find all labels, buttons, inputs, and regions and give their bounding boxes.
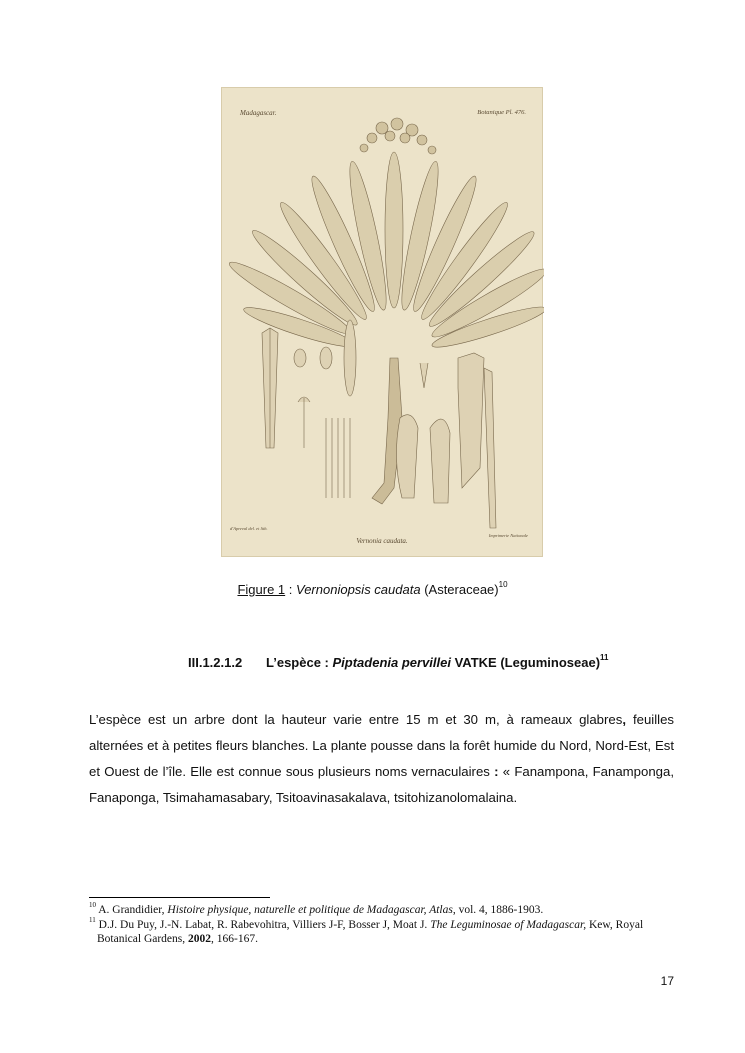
plate-title: Vernonia caudata.	[356, 537, 408, 545]
footnote-title: The Leguminosae of Madagascar,	[430, 919, 587, 931]
section-heading	[188, 652, 609, 670]
paragraph-bold-comma: ,	[622, 712, 626, 727]
footnote-10	[89, 903, 679, 917]
footnote-publisher: Kew, Royal Botanical Gardens,	[97, 919, 644, 945]
plate-artist-credit: d'Apreval del. et lith.	[230, 526, 268, 531]
caption-family: (Asteraceae)	[420, 582, 499, 597]
caption-separator: :	[285, 582, 297, 597]
section-number: III.1.2.1.2	[188, 655, 243, 670]
plate-header-right: Botanique Pl. 476.	[477, 109, 526, 116]
paragraph-text-2: feuilles alternées et à petites fleurs blanches. La plante pousse dans la forêt humide du Nord, Nord-Est, Est et Ouest de l’île. Elle est connue sous plusieurs noms vernaculaires	[89, 712, 674, 779]
plate-header-left: Madagascar.	[240, 109, 277, 117]
footnote-authors: D.J. Du Puy, J.-N. Labat, R. Rabevohitra, Villiers J-F, Bosser J, Moat J.	[95, 919, 431, 931]
paragraph-text-1: L’espèce est un arbre dont la hauteur varie entre 15 m et 30 m, à rameaux glabres	[89, 712, 623, 727]
heading-prefix: L’espèce :	[266, 655, 333, 670]
body-paragraph	[89, 707, 674, 811]
heading-suffix: VATKE (Leguminoseae)	[450, 655, 601, 670]
footnote-number: 10	[89, 901, 96, 910]
heading-species: Piptadenia pervillei	[332, 655, 451, 670]
figure-label: Figure 1	[237, 582, 286, 597]
plate-printer-credit: Imprimerie Nationale	[488, 533, 528, 538]
heading-footnote-ref: 11	[600, 652, 609, 662]
footnote-details: , vol. 4, 1886-1903.	[452, 904, 544, 916]
footnote-pages: , 166-167.	[211, 933, 258, 945]
footnote-title: Histoire physique, naturelle et politique de Madagascar, Atlas	[167, 904, 453, 916]
flower-cluster	[360, 118, 436, 154]
trunk	[372, 358, 402, 504]
plant-illustration	[222, 88, 544, 558]
footnote-year: 2002	[188, 933, 212, 945]
footnote-number: 11	[89, 916, 96, 925]
paragraph-bold-colon: :	[489, 764, 499, 779]
footnote-divider	[89, 897, 270, 898]
footnote-authors: A. Grandidier,	[96, 904, 168, 916]
caption-footnote-ref: 10	[498, 579, 508, 589]
leaf-fan	[225, 152, 544, 353]
caption-species: Vernoniopsis caudata	[296, 582, 421, 597]
footnote-11	[89, 918, 687, 946]
paragraph-text-3: « Fanampona, Fanamponga, Fanaponga, Tsimahamasabary, Tsitoavinasakalava, tsitohizanolomalaina.	[89, 764, 674, 805]
figure-caption	[0, 579, 745, 597]
botanical-plate-figure	[221, 87, 543, 557]
page-number: 17	[660, 974, 674, 988]
